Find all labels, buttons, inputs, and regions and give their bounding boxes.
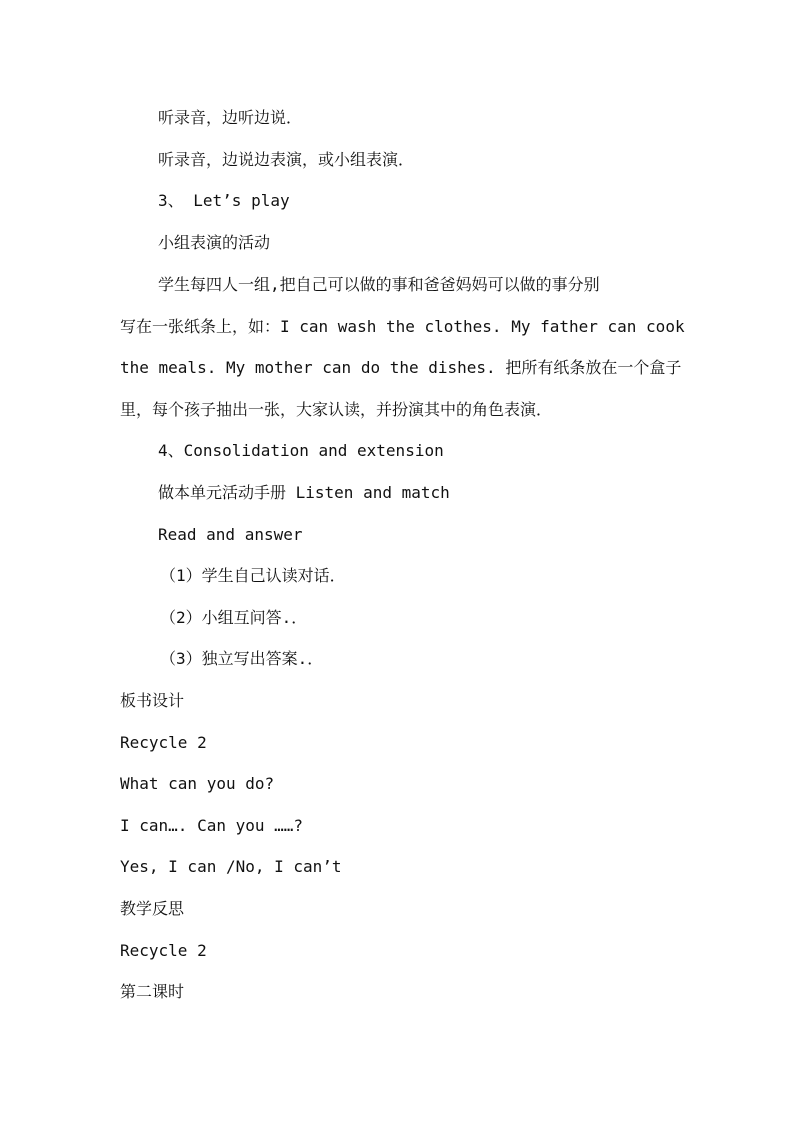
paragraph-line-4: 里，每个孩子抽出一张，大家认读，并扮演其中的角色表演． xyxy=(120,400,553,419)
text-line-recycle-2-b: Recycle 2 xyxy=(120,941,207,960)
text-line-recycle-2-a: Recycle 2 xyxy=(120,733,207,752)
paragraph-line-2: 写在一张纸条上，如：I can wash the clothes. My father can cook xyxy=(120,317,685,336)
text-line-listen-and-act: 听录音，边说边表演，或小组表演． xyxy=(158,150,415,169)
text-line-i-can: I can…. Can you ……? xyxy=(120,816,304,835)
section-heading-consolidation: 4、Consolidation and extension xyxy=(158,441,444,460)
paragraph-line-3: the meals. My mother can do the dishes. 把所有纸条放在一个盒子 xyxy=(120,358,682,377)
text-line-read-and-answer: Read and answer xyxy=(158,525,303,544)
section-heading-board-design: 板书设计 xyxy=(120,691,185,710)
section-heading-second-lesson: 第二课时 xyxy=(120,982,185,1001)
text-line-group-activity: 小组表演的活动 xyxy=(158,233,271,252)
text-line-workbook: 做本单元活动手册 Listen and match xyxy=(158,483,450,502)
text-line-listen-and-say: 听录音，边听边说． xyxy=(158,108,303,127)
paragraph-line-1: 学生每四人一组,把自己可以做的事和爸爸妈妈可以做的事分别 xyxy=(158,275,600,294)
list-item-2: （2）小组互问答.． xyxy=(160,608,308,627)
text-line-yes-no: Yes, I can /No, I can’t xyxy=(120,857,342,876)
section-heading-reflection: 教学反思 xyxy=(120,899,185,918)
text-line-what-can-you-do: What can you do? xyxy=(120,774,275,793)
section-heading-lets-play: 3、 Let’s play xyxy=(158,191,290,210)
list-item-1: （1）学生自己认读对话． xyxy=(160,566,346,585)
list-item-3: （3）独立写出答案.． xyxy=(160,649,324,668)
